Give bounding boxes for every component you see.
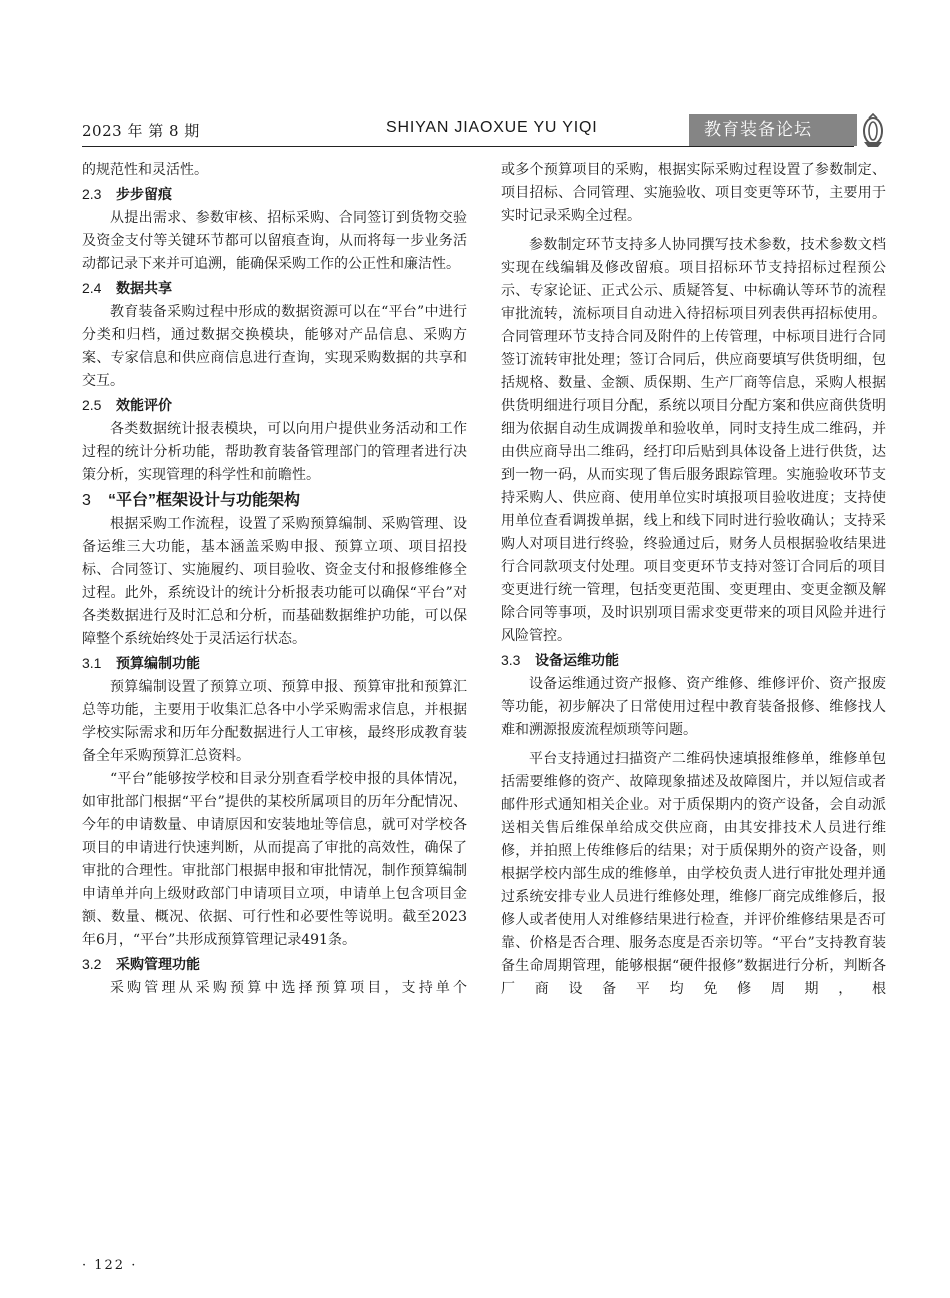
paragraph: 从提出需求、参数审核、招标采购、合同签订到货物交验及资金支付等关键环节都可以留痕查询，从而将每一步业务活动都记录下来并可追溯，能确保采购工作的公正性和廉洁性。 <box>82 210 467 272</box>
section-heading-2-4 <box>82 277 467 300</box>
section-heading-3-2 <box>82 953 467 976</box>
paragraph: “平台”能够按学校和目录分别查看学校申报的具体情况，如审批部门根据“平台”提供的某校所属项目的历年分配情况、今年的申请数量、申请原因和安装地址等信息，就可对学校各项目的申请进行快速判断，从而提高了审批的高效性，确保了审批的合理性。审批部门根据申报和审批情况，制作预算编制申请单并向上级财政部门申请项目立项，申请单上包含项目金额、数量、概况、依据、可行性和必要性等说明。截至2023年6月，“平台”共形成预算管理记录491条。 <box>82 771 467 948</box>
paragraph: 根据采购工作流程，设置了采购预算编制、采购管理、设备运维三大功能，基本涵盖采购申报、预算立项、项目招投标、合同签订、实施履约、项目验收、资金支付和报修维修全过程。此外，系统设计的统计分析报表功能可以确保“平台”对各类数据进行及时汇总和分析，而基础数据维护功能，可以保障整个系统始终处于灵活运行状态。 <box>82 516 467 647</box>
paragraph: 预算编制设置了预算立项、预算申报、预算审批和预算汇总等功能，主要用于收集汇总各中小学采购需求信息，并根据学校实际需求和历年分配数据进行人工审核，最终形成教育装备全年采购预算汇总资料。 <box>82 679 467 764</box>
paragraph: 或多个预算项目的采购，根据实际采购过程设置了参数制定、项目招标、合同管理、实施验收、项目变更等环节，主要用于实时记录采购全过程。 <box>501 162 886 224</box>
section-number: 2.4 <box>82 280 102 296</box>
journal-title: SHIYAN JIAOXUE YU YIQI <box>386 119 598 136</box>
paragraph: 的规范性和灵活性。 <box>82 162 208 178</box>
section-number: 2.5 <box>82 397 102 413</box>
page-number: · 122 · <box>82 1258 138 1273</box>
section-heading-3-1 <box>82 652 467 675</box>
section-title: “平台”框架设计与功能架构 <box>108 492 301 509</box>
section-number: 3.1 <box>82 655 102 671</box>
section-title: 效能评价 <box>116 397 172 413</box>
section-number: 3 <box>82 492 91 509</box>
section-label: 教育装备论坛 <box>689 114 857 146</box>
paragraph: 参数制定环节支持多人协同撰写技术参数，技术参数文档实现在线编辑及修改留痕。项目招标环节支持招标过程预公示、专家论证、正式公示、质疑答复、中标确认等环节的流程审批流转，流标项目自动进入待招标项目列表供再招标使用。合同管理环节支持合同及附件的上传管理，中标项目进行合同签订流转审批处理；签订合同后，供应商要填写供货明细，包括规格、数量、金额、质保期、生产厂商等信息，采购人根据供货明细进行项目分配，系统以项目分配方案和供应商供货明细为依据自动生成调拨单和验收单，同时支持生成二维码，并由供应商导出二维码，经打印后贴到具体设备上进行供货，达到一物一码，从而实现了售后服务跟踪管理。实施验收环节支持采购人、供应商、使用单位实时填报项目验收进度；支持使用单位查看调拨单据，线上和线下同时进行验收确认；支持采购人对项目进行终验，终验通过后，财务人员根据验收结果进行合同款项支付处理。项目变更环节支持对签订合同后的项目变更进行统一管理，包括变更范围、变更理由、变更金额及解除合同等事项，及时识别项目需求变更带来的项目风险并进行风险管控。 <box>501 237 886 644</box>
page-header <box>0 0 950 160</box>
section-number: 3.2 <box>82 956 102 972</box>
section-title: 步步留痕 <box>116 186 172 202</box>
header-rule <box>82 146 854 147</box>
paragraph: 教育装备采购过程中形成的数据资源可以在“平台”中进行分类和归档，通过数据交换模块，能够对产品信息、采购方案、专家信息和供应商信息进行查询，实现采购数据的共享和交互。 <box>82 304 467 389</box>
paragraph: 采购管理从采购预算中选择预算项目，支持单个 <box>110 980 467 996</box>
section-title: 设备运维功能 <box>535 652 619 668</box>
issue-label: 2023 年 第 8 期 <box>82 122 200 140</box>
section-number: 2.3 <box>82 186 102 202</box>
section-title: 数据共享 <box>116 280 172 296</box>
left-column <box>82 159 467 1000</box>
section-title: 采购管理功能 <box>116 956 200 972</box>
paragraph: 平台支持通过扫描资产二维码快速填报维修单，维修单包括需要维修的资产、故障现象描述及故障图片，并以短信或者邮件形式通知相关企业。对于质保期内的资产设备，会自动派送相关售后维保单给成交供应商，由其安排技术人员进行维修，并拍照上传维修后的结果；对于质保期外的资产设备，则根据学校内部生成的维修单，由学校负责人进行审批处理并通过系统安排专业人员进行维修处理，维修厂商完成维修后，报修人或者使用人对维修结果进行检查，并评价维修结果是否可靠、价格是否合理、服务态度是否亲切等。“平台”支持教育装备生命周期管理，能够根据“硬件报修”数据进行分析，判断各厂商设备平均免修周期，根 <box>501 751 886 997</box>
section-title: 预算编制功能 <box>116 655 200 671</box>
section-number: 3.3 <box>501 652 521 668</box>
section-heading-2-3 <box>82 183 467 206</box>
paragraph: 各类数据统计报表模块，可以向用户提供业务活动和工作过程的统计分析功能，帮助教育装备管理部门的管理者进行决策分析，实现管理的科学性和前瞻性。 <box>82 421 467 483</box>
right-column <box>501 159 886 1001</box>
section-heading-3-3 <box>501 649 886 672</box>
section-heading-3 <box>82 489 467 512</box>
paragraph: 设备运维通过资产报修、资产维修、维修评价、资产报废等功能，初步解决了日常使用过程中教育装备报修、维修找人难和溯源报废流程烦琐等问题。 <box>501 676 886 738</box>
journal-logo-icon <box>860 112 886 148</box>
section-heading-2-5 <box>82 394 467 417</box>
